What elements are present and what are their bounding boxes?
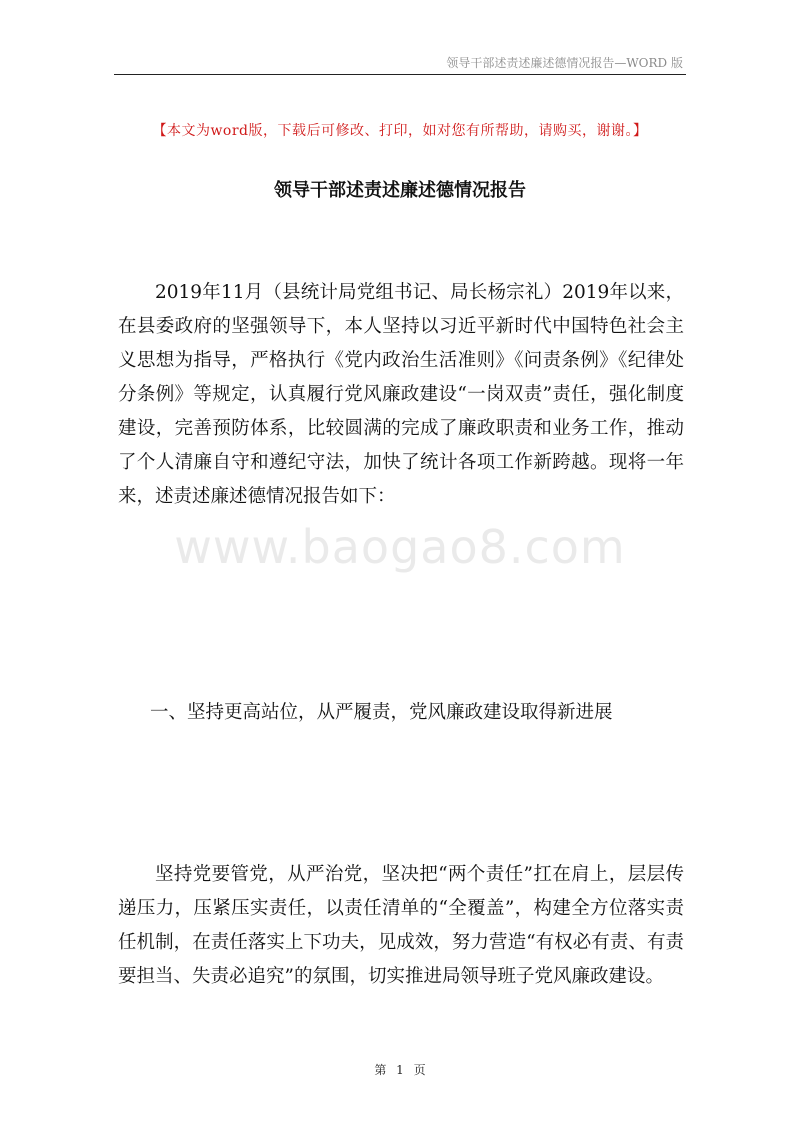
document-title: 领导干部述责述廉述德情况报告: [274, 180, 526, 201]
page-number: 1: [396, 1063, 404, 1077]
body-paragraph: 坚持党要管党，从严治党，坚决把“两个责任”扛在肩上，层层传递压力，压紧压实责任，以责任清单的“全覆盖”，构建全方位落实责任机制，在责任落实上下功夫，见成效，努力营造“有权必有责、有责要担当、失责必追究”的氛围，切实推进局领导班子党风廉政建设。: [118, 864, 684, 987]
page-footer: [0, 1061, 800, 1078]
section-heading: 一、坚持更高站位，从严履责，党风廉政建设取得新进展: [150, 702, 613, 723]
intro-paragraph: 2019年11月（县统计局党组书记、局长杨宗礼）2019年以来，在县委政府的坚强领导下，本人坚持以习近平新时代中国特色社会主义思想为指导，严格执行《党内政治生活准则》《问责条例》《纪律处分条例》等规定，认真履行党风廉政建设“一岗双责”责任，强化制度建设，完善预防体系，比较圆满的完成了廉政职责和业务工作，推动了个人清廉自守和遵纪守法，加快了统计各项工作新跨越。现将一年来，述责述廉述德情况报告如下：: [118, 282, 684, 507]
running-header: 领导干部述责述廉述德情况报告—WORD 版: [446, 56, 683, 70]
header-divider: [114, 74, 686, 75]
watermark: www.baogao8.com: [174, 520, 626, 574]
footer-prefix: 第: [374, 1063, 387, 1077]
purchase-notice: 【本文为word版，下载后可修改、打印，如对您有所帮助，请购买，谢谢。】: [152, 123, 648, 139]
footer-suffix: 页: [413, 1063, 426, 1077]
